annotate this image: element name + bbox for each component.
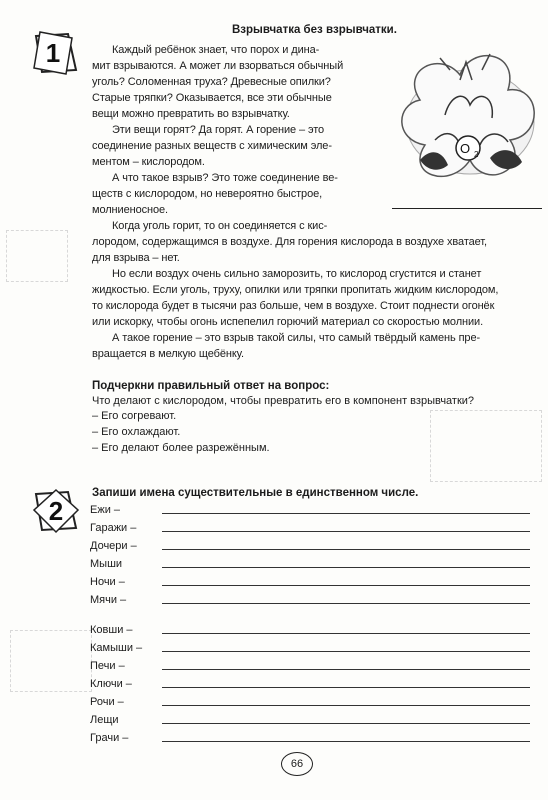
answer-line[interactable]: [162, 669, 530, 670]
plural-noun: Ночи –: [90, 576, 125, 588]
plural-noun: Ежи –: [90, 504, 121, 516]
answer-line[interactable]: [162, 651, 530, 652]
plural-noun: Мячи –: [90, 594, 127, 606]
oxygen-explosion-illustration: [390, 40, 548, 210]
answer-option-3[interactable]: – Его делают более разрежённым.: [92, 442, 270, 454]
paragraph-line: Когда уголь горит, то он соединяется с кис-: [112, 220, 328, 232]
paragraph-line: жидкостью. Если уголь, труху, опилки или тряпки пропитать жидким кислородом,: [92, 284, 499, 296]
answer-option-1[interactable]: – Его согревают.: [92, 410, 177, 422]
plural-noun: Рочи –: [90, 696, 124, 708]
background-watermark-shape: [430, 410, 542, 482]
answer-row: [90, 638, 530, 654]
answer-line[interactable]: [162, 723, 530, 724]
answer-row: [90, 590, 530, 606]
plural-noun: Гаражи –: [90, 522, 137, 534]
plural-noun: Ковши –: [90, 624, 133, 636]
paragraph-line: ществ с кислородом, но невероятно быстрое,: [92, 188, 323, 200]
paragraph-line: Старые тряпки? Оказывается, все эти обычные: [92, 92, 332, 104]
paragraph-line: Но если воздух очень сильно заморозить, то кислород сгустится и станет: [112, 268, 482, 280]
answer-row: [90, 710, 530, 726]
answer-row: [90, 536, 530, 552]
paragraph-line: то кислорода будет в тысячи раз больше, чем в воздухе. Стоит поднести огонёк: [92, 300, 495, 312]
paragraph-line: или искорку, чтобы огонь испепелил горючий материал со скоростью молнии.: [92, 316, 484, 328]
answer-line[interactable]: [162, 741, 530, 742]
oxygen-symbol: O: [459, 141, 471, 156]
page-number: 66: [281, 752, 313, 776]
plural-noun: Грачи –: [90, 732, 129, 744]
answer-row: [90, 674, 530, 690]
plural-noun: Дочери –: [90, 540, 137, 552]
answer-line[interactable]: [162, 687, 530, 688]
question-heading: Подчеркни правильный ответ на вопрос:: [92, 380, 330, 392]
plural-noun: Камыши –: [90, 642, 143, 654]
paragraph-line: Эти вещи горят? Да горят. А горение – это: [112, 124, 325, 136]
answer-line[interactable]: [162, 549, 530, 550]
answer-line[interactable]: [162, 603, 530, 604]
answer-row: [90, 500, 530, 516]
answer-row: [90, 620, 530, 636]
paragraph-line: лородом, содержащимся в воздухе. Для горения кислорода в воздухе хватает,: [92, 236, 487, 248]
paragraph-line: уголь? Соломенная труха? Древесные опилки?: [92, 76, 331, 88]
answer-line[interactable]: [162, 633, 530, 634]
task-number-badge: [32, 30, 80, 76]
plural-noun: Печи –: [90, 660, 125, 672]
task-number-1: 1: [45, 38, 61, 68]
oxygen-subscript: 2: [474, 150, 479, 159]
answer-row: [90, 518, 530, 534]
background-watermark-shape: [6, 230, 68, 282]
question-text: Что делают с кислородом, чтобы превратить его в компонент взрывчатки?: [92, 395, 475, 407]
paragraph-line: мит взрываются. А может ли взорваться обычный: [92, 60, 344, 72]
paragraph-line: молниеносное.: [92, 204, 168, 216]
illustration-underline: [392, 208, 542, 209]
paragraph-line: ментом – кислородом.: [92, 156, 205, 168]
paragraph-line: вращается в мелкую щебёнку.: [92, 348, 244, 360]
plural-noun: Ключи –: [90, 678, 132, 690]
answer-line[interactable]: [162, 513, 530, 514]
answer-row: [90, 728, 530, 744]
paragraph-line: вещи можно превратить во взрывчатку.: [92, 108, 290, 120]
task1-title: Взрывчатка без взрывчатки.: [232, 24, 397, 36]
paragraph-line: соединение разных веществ с химическим эле-: [92, 140, 332, 152]
background-watermark-shape: [10, 630, 92, 692]
answer-line[interactable]: [162, 567, 530, 568]
answer-option-2[interactable]: – Его охлаждают.: [92, 426, 181, 438]
task2-title: Запиши имена существительные в единственном числе.: [92, 487, 419, 499]
plural-noun: Мыши: [90, 558, 123, 570]
paragraph-line: для взрыва – нет.: [92, 252, 180, 264]
plural-noun: Лещи: [90, 714, 119, 726]
answer-line[interactable]: [162, 585, 530, 586]
answer-row: [90, 554, 530, 570]
task-number-badge: [32, 488, 80, 534]
answer-row: [90, 572, 530, 588]
answer-row: [90, 656, 530, 672]
answer-line[interactable]: [162, 705, 530, 706]
paragraph-line: А что такое взрыв? Это тоже соединение ве-: [112, 172, 338, 184]
paragraph-line: Каждый ребёнок знает, что порох и дина-: [112, 44, 320, 56]
task-number-2: 2: [48, 496, 64, 526]
answer-line[interactable]: [162, 531, 530, 532]
answer-row: [90, 692, 530, 708]
paragraph-line: А такое горение – это взрыв такой силы, что самый твёрдый камень пре-: [112, 332, 481, 344]
